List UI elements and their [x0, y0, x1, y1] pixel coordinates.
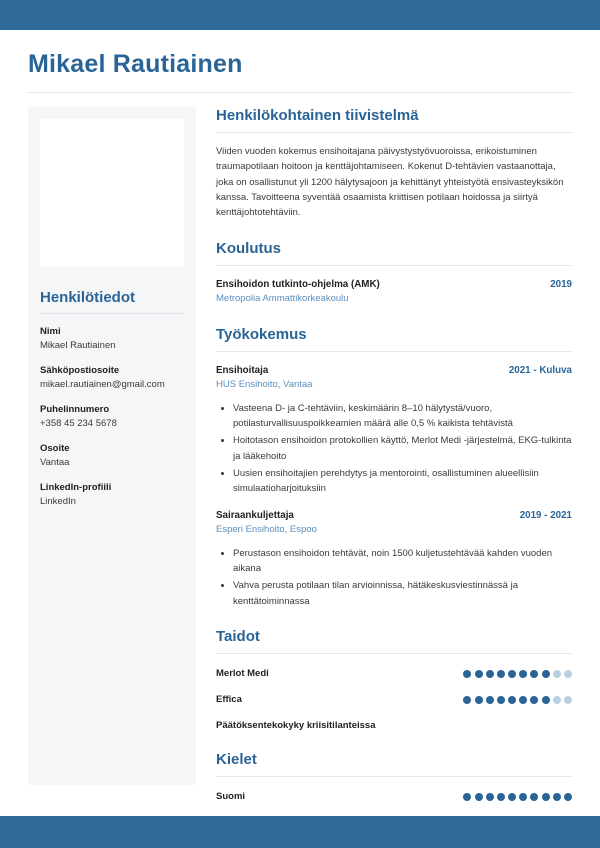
rating-dot-filled: [519, 696, 527, 704]
entry-title: Ensihoidon tutkinto-ohjelma (AMK): [216, 278, 380, 290]
language-item-rating-dots: [463, 793, 572, 801]
entry-bullet: • Vahva perusta potilaan tilan arvioinnissa, hätäkeskusviestinnässä ja kenttätoiminnassa: [233, 578, 572, 609]
education-entry-list: [216, 278, 572, 307]
entry-date: 2019: [550, 278, 572, 290]
resume-entry: [216, 364, 572, 497]
rating-dot-filled: [542, 793, 550, 801]
resume-content: [0, 30, 600, 816]
name-divider: [28, 92, 572, 93]
rating-dot-filled: [486, 670, 494, 678]
summary-text: Viiden vuoden kokemus ensihoitajana päivystystyövuoroissa, erikoistuminen traumapotilaan hoitoon ja kenttäjohtamiseen. Kokenut D-tehtävien vastaanottaja, joka on osallistunut yli 1200 hälytysajoon ja kehittänyt yhteistyötä ensivasteyksikön kanssa. Tavoitteena syventää osaamista kriittisen potilaan hoidossa ja siirtyä kenttäjohtotehtäviin.: [216, 145, 564, 219]
rating-dot-filled: [542, 696, 550, 704]
personal-detail-field: [40, 403, 184, 431]
personal-detail-label: Sähköpostiosoite: [40, 364, 120, 376]
section-heading-experience: Työkokemus: [216, 325, 307, 343]
entry-bullet-list: [216, 401, 572, 497]
rating-dot-filled: [497, 670, 505, 678]
entry-header: [216, 364, 572, 378]
rating-dot-empty: [553, 696, 561, 704]
rating-dot-filled: [564, 793, 572, 801]
entry-header: [216, 509, 572, 523]
page-title: Mikael Rautiainen: [28, 50, 243, 78]
skill-item-rating-dots: [463, 670, 572, 678]
entry-bullet: • Uusien ensihoitajien perehdytys ja mentorointi, osallistuminen alueellisiin simulaatioharjoituksiin: [233, 466, 572, 497]
personal-detail-value: LinkedIn: [40, 495, 76, 507]
rating-dot-empty: [564, 670, 572, 678]
rating-dot-filled: [530, 696, 538, 704]
rating-dot-filled: [553, 793, 561, 801]
section-heading-summary: Henkilökohtainen tiivistelmä: [216, 106, 419, 124]
skill-item: [216, 693, 572, 706]
personal-detail-value: Vantaa: [40, 456, 70, 468]
sidebar-heading-personal-details: Henkilötiedot: [40, 288, 136, 306]
entry-bullet: • Hoitotason ensihoidon protokollien käyttö, Merlot Medi -järjestelmä, EKG-tulkinta ja lääkehoito: [233, 433, 572, 464]
section-experience: [216, 326, 572, 610]
personal-detail-label: Nimi: [40, 325, 61, 337]
profile-photo-placeholder: [40, 119, 184, 267]
language-item-label: Suomi: [216, 791, 246, 803]
rating-dot-filled: [463, 793, 471, 801]
section-skills: [216, 628, 572, 732]
section-divider: [216, 132, 572, 133]
rating-dot-filled: [497, 793, 505, 801]
two-column-layout: [28, 107, 572, 807]
personal-detail-value: Mikael Rautiainen: [40, 339, 116, 351]
entry-date: 2019 - 2021: [519, 509, 572, 521]
entry-title: Sairaankuljettaja: [216, 509, 294, 521]
resume-entry: [216, 509, 572, 609]
rating-dot-filled: [530, 793, 538, 801]
rating-dot-filled: [508, 793, 516, 801]
personal-detail-label: LinkedIn-profiili: [40, 481, 112, 493]
entry-organization: Esperi Ensihoito, Espoo: [216, 524, 317, 536]
section-summary: [216, 107, 572, 221]
sidebar: [28, 107, 196, 785]
personal-detail-value: mikael.rautiainen@gmail.com: [40, 378, 165, 390]
rating-dot-filled: [519, 670, 527, 678]
main-column: [196, 107, 572, 807]
language-item: [216, 790, 572, 803]
rating-dot-filled: [475, 793, 483, 801]
skill-item-label: Merlot Medi: [216, 668, 269, 680]
name-block: [28, 30, 572, 93]
skill-item-rating-dots: [463, 696, 572, 704]
experience-entry-list: [216, 364, 572, 610]
entry-title: Ensihoitaja: [216, 364, 269, 376]
rating-dot-filled: [508, 670, 516, 678]
entry-bullet: • Vasteena D- ja C-tehtäviin, keskimäärin 8–10 hälytystä/vuoro, potilasturvallisuuspoikkeamien määrä alle 0,5 % kaikista tehtävistä: [233, 401, 572, 432]
rating-dot-filled: [463, 670, 471, 678]
skill-item: [216, 667, 572, 680]
skill-item: [216, 719, 572, 732]
rating-dot-filled: [542, 670, 550, 678]
entry-date: 2021 - Kuluva: [508, 364, 572, 376]
personal-detail-label: Puhelinnumero: [40, 403, 110, 415]
rating-dot-filled: [475, 670, 483, 678]
section-heading-languages: Kielet: [216, 751, 257, 769]
rating-dot-filled: [486, 793, 494, 801]
resume-entry: [216, 278, 572, 307]
section-divider: [216, 653, 572, 654]
entry-organization: Metropolia Ammattikorkeakoulu: [216, 293, 349, 305]
personal-details-list: [40, 325, 184, 509]
personal-detail-label: Osoite: [40, 442, 70, 454]
rating-dot-empty: [564, 696, 572, 704]
section-heading-education: Koulutus: [216, 239, 281, 257]
personal-detail-field: [40, 442, 184, 470]
skill-item-label: Effica: [216, 694, 242, 706]
entry-bullet-list: [216, 546, 572, 610]
rating-dot-filled: [475, 696, 483, 704]
personal-detail-field: [40, 364, 184, 392]
rating-dot-filled: [497, 696, 505, 704]
personal-detail-field: [40, 481, 184, 509]
skill-list: [216, 667, 572, 732]
section-divider: [216, 351, 572, 352]
section-languages: [216, 751, 572, 803]
language-list: [216, 790, 572, 803]
entry-bullet: • Perustason ensihoidon tehtävät, noin 1500 kuljetustehtävää kahden vuoden aikana: [233, 546, 572, 577]
section-divider: [216, 776, 572, 777]
entry-organization: HUS Ensihoito, Vantaa: [216, 379, 313, 391]
section-education: [216, 240, 572, 307]
personal-detail-value: +358 45 234 5678: [40, 417, 117, 429]
rating-dot-filled: [519, 793, 527, 801]
rating-dot-filled: [486, 696, 494, 704]
sidebar-heading-divider: [40, 313, 184, 314]
top-banner: [0, 0, 600, 30]
section-heading-skills: Taidot: [216, 628, 260, 646]
skill-item-label: Päätöksentekokyky kriisitilanteissa: [216, 720, 376, 732]
rating-dot-filled: [530, 670, 538, 678]
entry-header: [216, 278, 572, 292]
rating-dot-filled: [508, 696, 516, 704]
section-divider: [216, 265, 572, 266]
rating-dot-filled: [463, 696, 471, 704]
personal-detail-field: [40, 325, 184, 353]
rating-dot-empty: [553, 670, 561, 678]
bottom-banner: [0, 816, 600, 848]
